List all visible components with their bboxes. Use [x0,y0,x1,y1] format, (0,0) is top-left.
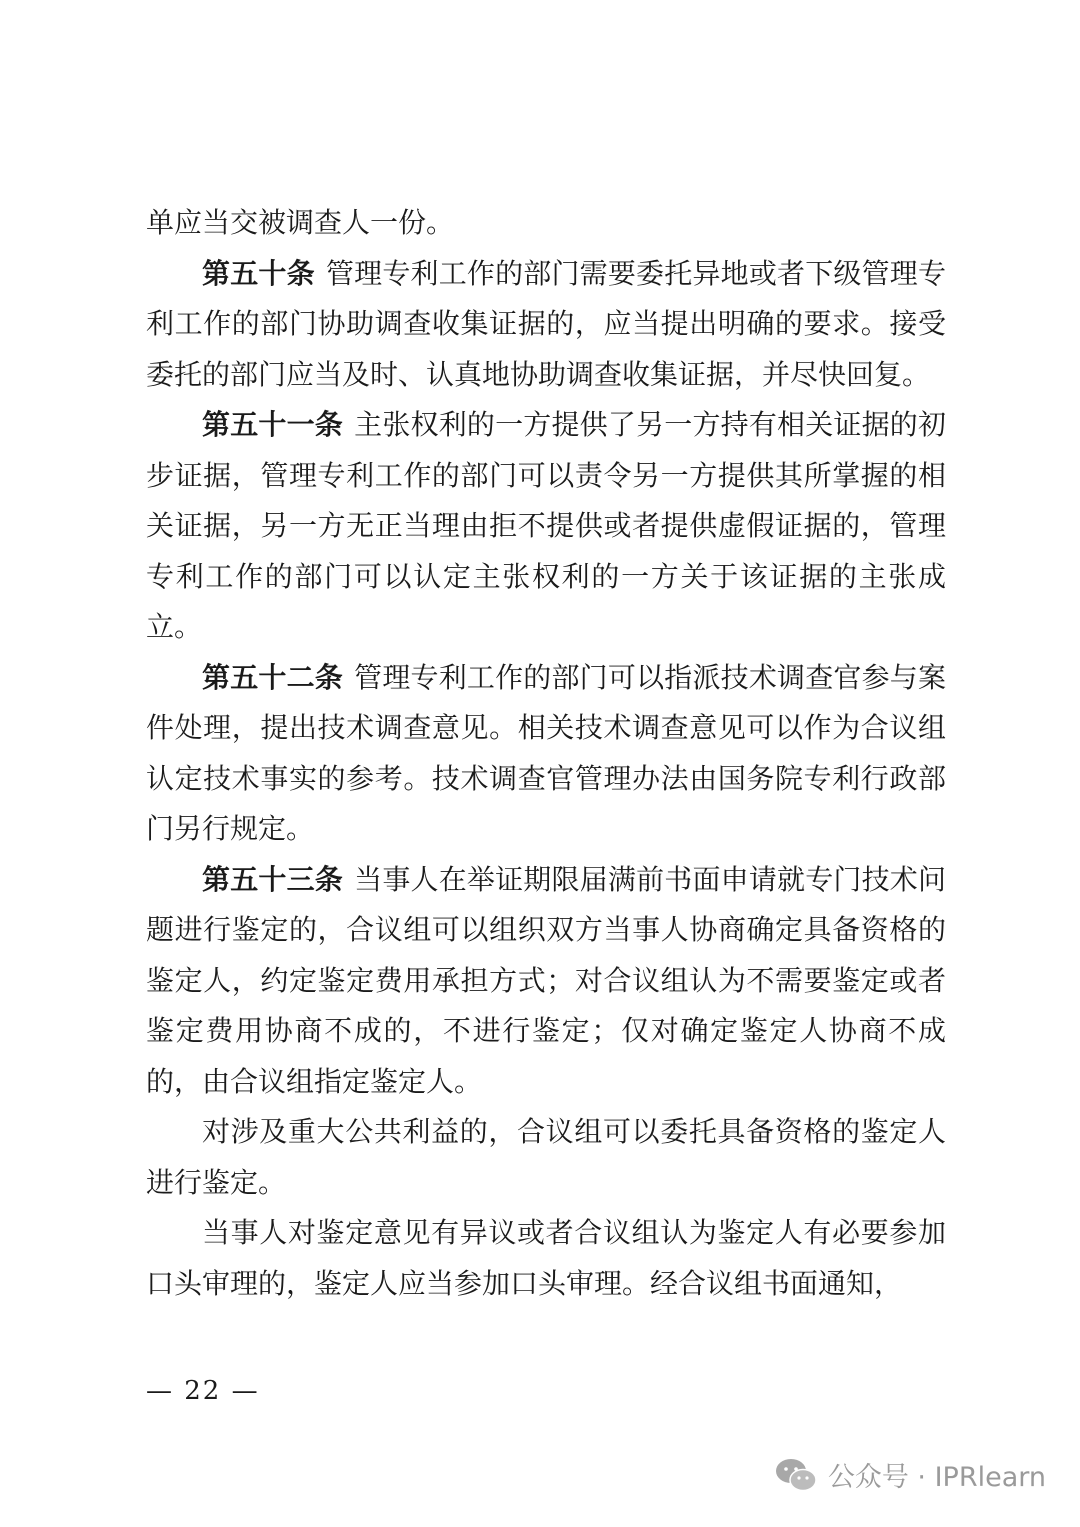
paragraph-text: 管理专利工作的部门可以指派技术调查官参与案件处理，提出技术调查意见。相关技术调查意见可以作为合议组认定技术事实的参考。技术调查官管理办法由国务院专利行政部门另行规定。 [146,660,946,845]
article-51 [146,400,946,653]
paragraph-text: 对涉及重大公共利益的，合议组可以委托具备资格的鉴定人进行鉴定。 [146,1115,946,1199]
paragraph-text: 主张权利的一方提供了另一方持有相关证据的初步证据，管理专利工作的部门可以责令另一方提供其所掌握的相关证据，另一方无正当理由拒不提供或者提供虚假证据的，管理专利工作的部门可以认定主张权利的一方关于该证据的主张成立。 [146,408,946,643]
article-53 [146,855,946,1108]
article-heading: 第五十二条 [202,660,343,694]
article-52 [146,653,946,855]
paragraph-text: 单应当交被调查人一份。 [146,206,455,239]
article-heading: 第五十一条 [202,408,343,441]
paragraph-text: 当事人对鉴定意见有异议或者合议组认为鉴定人有必要参加口头审理的，鉴定人应当参加口头审理。经合议组书面通知， [146,1216,946,1300]
article-heading: 第五十三条 [202,862,343,896]
article-50 [146,249,946,401]
document-body [146,198,946,1309]
paragraph-6 [146,1107,946,1208]
paragraph-7 [146,1208,946,1309]
article-heading: 第五十条 [202,256,315,290]
paragraph-1 [146,198,946,249]
paragraph-text: 当事人在举证期限届满前书面申请就专门技术问题进行鉴定的，合议组可以组织双方当事人协商确定具备资格的鉴定人，约定鉴定费用承担方式；对合议组认为不需要鉴定或者鉴定费用协商不成的，不进行鉴定；仅对确定鉴定人协商不成的，由合议组指定鉴定人。 [146,862,946,1098]
page-number: — 22 — [146,1376,260,1406]
wechat-icon [774,1457,818,1493]
paragraph-text: 管理专利工作的部门需要委托异地或者下级管理专利工作的部门协助调查收集证据的，应当提出明确的要求。接受委托的部门应当及时、认真地协助调查收集证据，并尽快回复。 [146,256,946,391]
watermark [774,1455,1046,1494]
watermark-text: 公众号 · IPRlearn [827,1462,1046,1493]
